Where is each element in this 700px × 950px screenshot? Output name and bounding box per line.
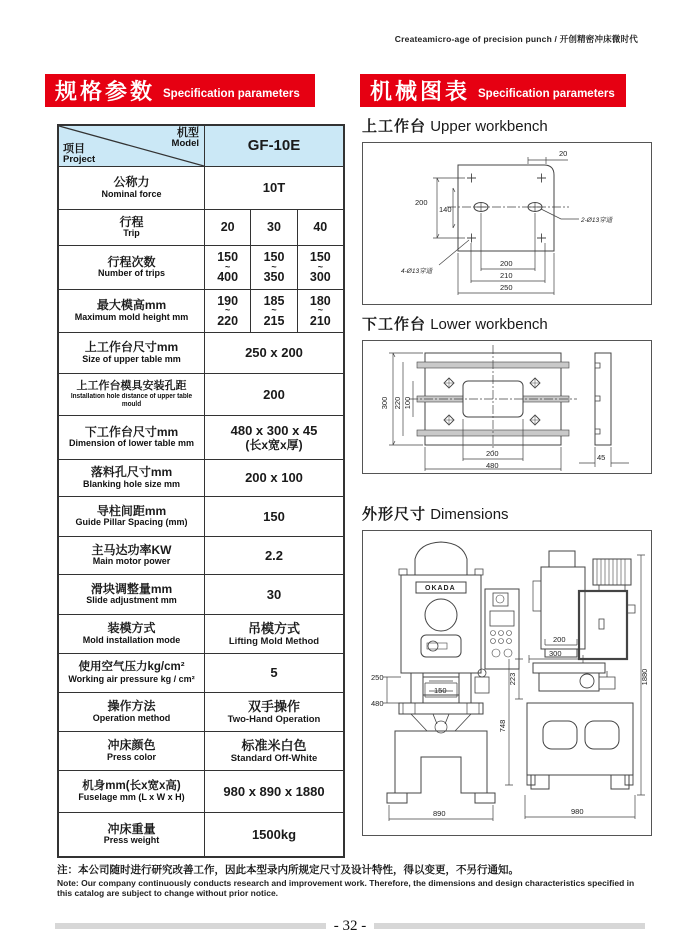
table-row-trip: 行程 Trip 20 30 40 <box>59 209 343 245</box>
table-row-max-mold-height: 最大模高mm Maximum mold height mm 190 ~ 220 185 ~ 215 180 ~ 210 <box>59 289 343 332</box>
svg-text:45: 45 <box>597 453 606 462</box>
page-number: - 32 - <box>333 917 367 934</box>
footnote <box>57 864 639 899</box>
model-name: GF-10E <box>247 137 301 154</box>
svg-text:OKADA: OKADA <box>425 585 456 592</box>
lower-workbench-title: 下工作台 Lower workbench <box>362 316 548 333</box>
table-row-installation-hole-distance: 上工作台模具安装孔距 Installation hole distance of upper table mould 200 <box>59 373 343 415</box>
lower-workbench-svg <box>363 341 651 473</box>
banner-title-en: Specification parameters <box>163 87 300 100</box>
lower-workbench-drawing <box>362 340 652 474</box>
table-row-fuselage: 机身mm(长x宽x高) Fuselage mm (L x W x H) 980 x 890 x 1880 <box>59 770 343 812</box>
svg-text:200: 200 <box>500 259 513 268</box>
svg-text:250: 250 <box>500 283 513 292</box>
banner-spec-parameters <box>45 74 315 107</box>
corner-model-label: 机型 Model <box>171 127 199 150</box>
svg-text:100: 100 <box>403 396 412 410</box>
svg-text:300: 300 <box>380 396 389 410</box>
page-footer <box>55 918 645 934</box>
table-header-row <box>59 126 343 166</box>
table-row-blanking-hole-size: 落料孔尺寸mm Blanking hole size mm 200 x 100 <box>59 459 343 496</box>
footer-rule-left <box>55 923 326 929</box>
svg-text:200: 200 <box>553 635 566 644</box>
svg-text:480: 480 <box>486 461 499 470</box>
svg-text:2-Ø13穿通: 2-Ø13穿通 <box>581 217 613 224</box>
svg-text:980: 980 <box>571 807 584 816</box>
banner-title-cn: 机械图表 <box>370 79 471 104</box>
table-row-press-color: 冲床颜色 Press color 标准米白色 Standard Off-White <box>59 731 343 770</box>
table-row-lower-table-dimension: 下工作台尺寸mm Dimension of lower table mm 480 x 300 x 45 (长x宽x厚) <box>59 415 343 459</box>
table-row-main-motor-power: 主马达功率KW Main motor power 2.2 <box>59 536 343 574</box>
svg-text:223: 223 <box>508 672 517 686</box>
svg-text:220: 220 <box>393 396 402 410</box>
upper-workbench-svg <box>363 143 651 304</box>
svg-text:1880: 1880 <box>640 668 649 686</box>
table-row-working-air-pressure: 使用空气压力kg/cm² Working air pressure kg / cm² 5 <box>59 653 343 692</box>
table-row-number-of-trips: 行程次数 Number of trips 150 ~ 400 150 ~ 350 150 ~ 300 <box>59 245 343 289</box>
header-tagline: Createamicro-age of precision punch / 开创精密冲床微时代 <box>394 34 638 44</box>
banner-title-cn: 规格参数 <box>55 79 156 104</box>
svg-text:200: 200 <box>415 198 428 207</box>
table-row-mold-installation-mode: 装模方式 Mold installation mode 吊模方式 Lifting Mold Method <box>59 614 343 653</box>
table-row-slide-adjustment: 滑块调整量mm Slide adjustment mm 30 <box>59 574 343 614</box>
svg-text:20: 20 <box>559 149 568 158</box>
outline-dimensions-title: 外形尺寸 Dimensions <box>362 506 509 523</box>
table-row-guide-pillar-spacing: 导柱间距mm Guide Pillar Spacing (mm) 150 <box>59 496 343 536</box>
corner-project-label: 项目 Project <box>63 142 96 166</box>
table-corner-cell <box>59 126 205 166</box>
footnote-cn: 注：本公司随时进行研究改善工作，因此本型录内所规定尺寸及设计特性，得以变更，不另行通知。 <box>57 864 519 876</box>
footer-rule-right <box>374 923 645 929</box>
specification-table <box>57 124 345 858</box>
table-row-press-weight: 冲床重量 Press weight 1500kg <box>59 812 343 856</box>
footnote-en: Note: Our company continuously conducts research and improvement work. Therefore, the dimensions and design characteristics specified in this catalog are subject to change without prior notice. <box>57 878 635 899</box>
svg-text:140: 140 <box>439 205 452 214</box>
outline-dimensions-drawing <box>362 530 652 836</box>
banner-mechanical-diagram <box>360 74 626 107</box>
svg-text:200: 200 <box>486 449 499 458</box>
banner-title-en: Specification parameters <box>478 87 615 100</box>
upper-workbench-title: 上工作台 Upper workbench <box>362 118 548 135</box>
svg-text:250: 250 <box>371 673 384 682</box>
svg-text:480: 480 <box>371 699 384 708</box>
svg-text:4-Ø13穿通: 4-Ø13穿通 <box>401 268 433 275</box>
svg-text:150: 150 <box>434 686 447 695</box>
svg-text:890: 890 <box>433 809 446 818</box>
table-row-operation-method: 操作方法 Operation method 双手操作 Two-Hand Operation <box>59 692 343 731</box>
svg-text:748: 748 <box>498 719 507 733</box>
table-row-upper-table-size: 上工作台尺寸mm Size of upper table mm 250 x 200 <box>59 332 343 373</box>
svg-text:210: 210 <box>500 271 513 280</box>
svg-text:300: 300 <box>549 649 562 658</box>
upper-workbench-drawing <box>362 142 652 305</box>
table-row-nominal-force: 公称力 Nominal force 10T <box>59 166 343 209</box>
outline-dimensions-svg <box>363 531 651 835</box>
